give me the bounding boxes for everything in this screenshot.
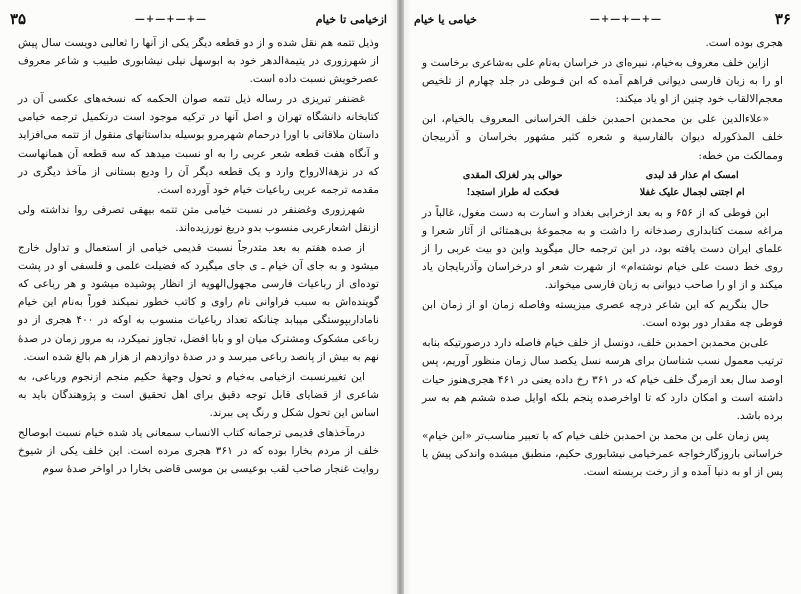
paragraph: حال بنگریم که این شاعر درچه عصری میزیسته وفاصله زمان او از زمان ابن فوطی چه مقدار دور بوده است. bbox=[422, 299, 783, 330]
ornament-divider: —+—+—+— bbox=[134, 13, 207, 25]
arabic-verse bbox=[422, 167, 783, 201]
paragraph: شهرزوری وغضنفر در نسبت خیامی متن تتمه بیهقی تصرفی روا نداشته ولی ازنقل اشعارعربی منسوب بدو دریغ نورزیده‌اند. bbox=[18, 203, 379, 234]
page-number: ۳۵ bbox=[10, 10, 27, 28]
paragraph: پس زمان علی بن محمد بن احمدبن خلف خیام که با تعبیر مناسب‌تر «ابن خیام» خراسانی باروزگارخواجه عمرخیامی نیشابوری حکیم، منطبق میشده واندکی پیش یا پس از او به دنیا آمده و از رخت بربسته است. bbox=[422, 429, 783, 478]
book-gutter bbox=[397, 0, 404, 594]
paragraph: ابن فوطی که از ۶۵۶ و به بعد ازخرابی بغداد و اسارت به دست مغول، غالباً در مراغه سمت کتابداری رصدخانه را داشت و به مجموعهٔ بی‌همتائی از آثار شعرا و علمای ایران دست یافته بود، در این ترجمه حال میگوید واین دو بیت عربی را از روی خط دست علی خیام نوشته‌ام» از شهرت شعر او درخراسان وآذربایجان یاد میکند و از او را صاحب دیوانی به زبان فارسی میخواند. bbox=[422, 206, 783, 292]
running-head: خیامی یا خیام bbox=[414, 12, 477, 26]
page-number: ۳۶ bbox=[774, 10, 791, 28]
ornament-divider: —+—+—+— bbox=[589, 13, 662, 25]
page-edge-shadow bbox=[389, 0, 397, 594]
right-page bbox=[404, 0, 801, 594]
running-head: ازخیامی تا خیام bbox=[315, 12, 387, 26]
page-edge-shadow bbox=[404, 0, 412, 594]
paragraph: این تغییرنسبت ازخیامی به‌خیام و تحول وجههٔ حکیم منجم ازنجوم ورباعی، به شاعری از قضایای قابل توجه دقیق برای اهل تحقیق است و پژوهندگان باید به اساس این تحول شکل و رنگ پی ببرند. bbox=[18, 370, 379, 419]
left-page bbox=[0, 0, 397, 594]
verse-hemistich: فحکت له طراز استجد! bbox=[466, 186, 560, 198]
left-page-header bbox=[10, 6, 387, 32]
paragraph: هجری بوده است. bbox=[705, 37, 783, 49]
paragraph: ازاین خلف معروف به‌خیام، نبیره‌ای در خراسان به‌نام علی به‌شاعری برخاست و او را به زبان فارسی دیوانی فراهم آمده که ابن فـوطی در جلد چهارم از تلخیص معجم‌الالقاب خود چنین از او یاد میکند: bbox=[422, 57, 783, 106]
paragraph: «علاءالدین علی بن محمدبن احمدبن خلف الخراسانی المعروف بالخیام، ابن خلف المذکورله دیوان بالفارسیة و شعره کثیر مشهور بخراسان و آذربیجان وممالکت من خطه: bbox=[422, 113, 783, 162]
left-page-body bbox=[18, 34, 379, 480]
paragraph: وذیل تتمه هم نقل شده و از دو قطعه دیگر یکی از آنها را ثعالبی دویست سال پیش از شهرزوری در یتیمةالدهر خود به ابوسهل نیلی نیشابوری طبیب و شاعر معروف عصرخویش نسبت داده است. bbox=[18, 37, 379, 86]
verse-hemistich: حوالی بدر لغزلک المقدی bbox=[462, 169, 563, 181]
paragraph: درمآخذهای قدیمی ترجمانه کتاب الانساب سمعانی یاد شده خیام نسبت ابوصالح خلف از مردم بخارا بوده که در ۳۶۱ هجری مرده است. این خلف یکی از شیوخ روایت غنجار صاحب لقب بوعیسی بن موسی قاضی بخارا در اواخر صدهٔ سوم bbox=[18, 426, 379, 476]
right-page-body bbox=[422, 34, 783, 483]
verse-hemistich: امسک ام عذار قد لبدی bbox=[645, 169, 739, 181]
verse-hemistich: ام اجتنی لجمال علیک غفلا bbox=[639, 186, 745, 198]
paragraph: از صده هفتم به بعد متدرجاً نسبت قدیمی خیامی از استعمال و تداول خارج میشود و به جای آن خیام ـ ی جای میگیرد که فضیلت علمی و فلسفی او در پشت توده‌ای از رباعیات فارسی مجهول‌الهویه از انظار پوشیده میشود و هر رباعی که گوینده‌اش به سبب فراوانی نام راوی و کاتب خطور نمیکند فوراً به‌نام این خیام ناماد‌اربپوستگی میبابد چنانکه تعداد رباعیات منسوب به اوکه در ۴۰۰ هجری از دو رباعی مشکوک ومشترک میان او و بابا افضل، تجاوز نمیکرد، به مرور زمان در صدهٔ نهم به بیش از پانصد رباعی میرسد و در صدهٔ دوازدهم از هزار هم بالغ شده است. bbox=[18, 242, 379, 363]
paragraph: غضنفر تبریزی در رساله ذیل تتمه صوان الحکمه که نسخه‌های عکسی آن در کتابخانه دانشگاه تهران و اصل آنها در ترکیه موجود است درتکمیل ترجمه خیامی داستان ملاقاتی با اورا درحمام شهرمرو بوسیله بداستانهای منقول از تتمه می‌افزاید و آنگاه هفت قطعه شعر عربی را به او نسبت میدهد که سه قطعه آن همانهاست که در نزهةالارواح وارد و یک قطعه دیگر آن را ودیع بستانی از مآخذ دیگری در مقدمه ترجمه عربی رباعیات خیام خود آورده است. bbox=[18, 93, 379, 196]
paragraph: علی‌بن محمدبن احمدبن خلف، دونسل از خلف خیام فاصله دارد درصورتیکه بنابه ترتیب معمول نسب شناسان برای هرسه نسل یکصد سال زمان منظور آوریم، پس اوصد سال بعد ازمرگ خلف خیام که در ۳۶۱ رخ داده یعنی در ۴۶۱ هجری‌هنوز حیات داشته است و امکان دارد که تا اواخرصده پنجم بلکه اوایل صده ششم هم به سر برده باشد. bbox=[422, 337, 783, 422]
right-page-header bbox=[414, 6, 791, 32]
